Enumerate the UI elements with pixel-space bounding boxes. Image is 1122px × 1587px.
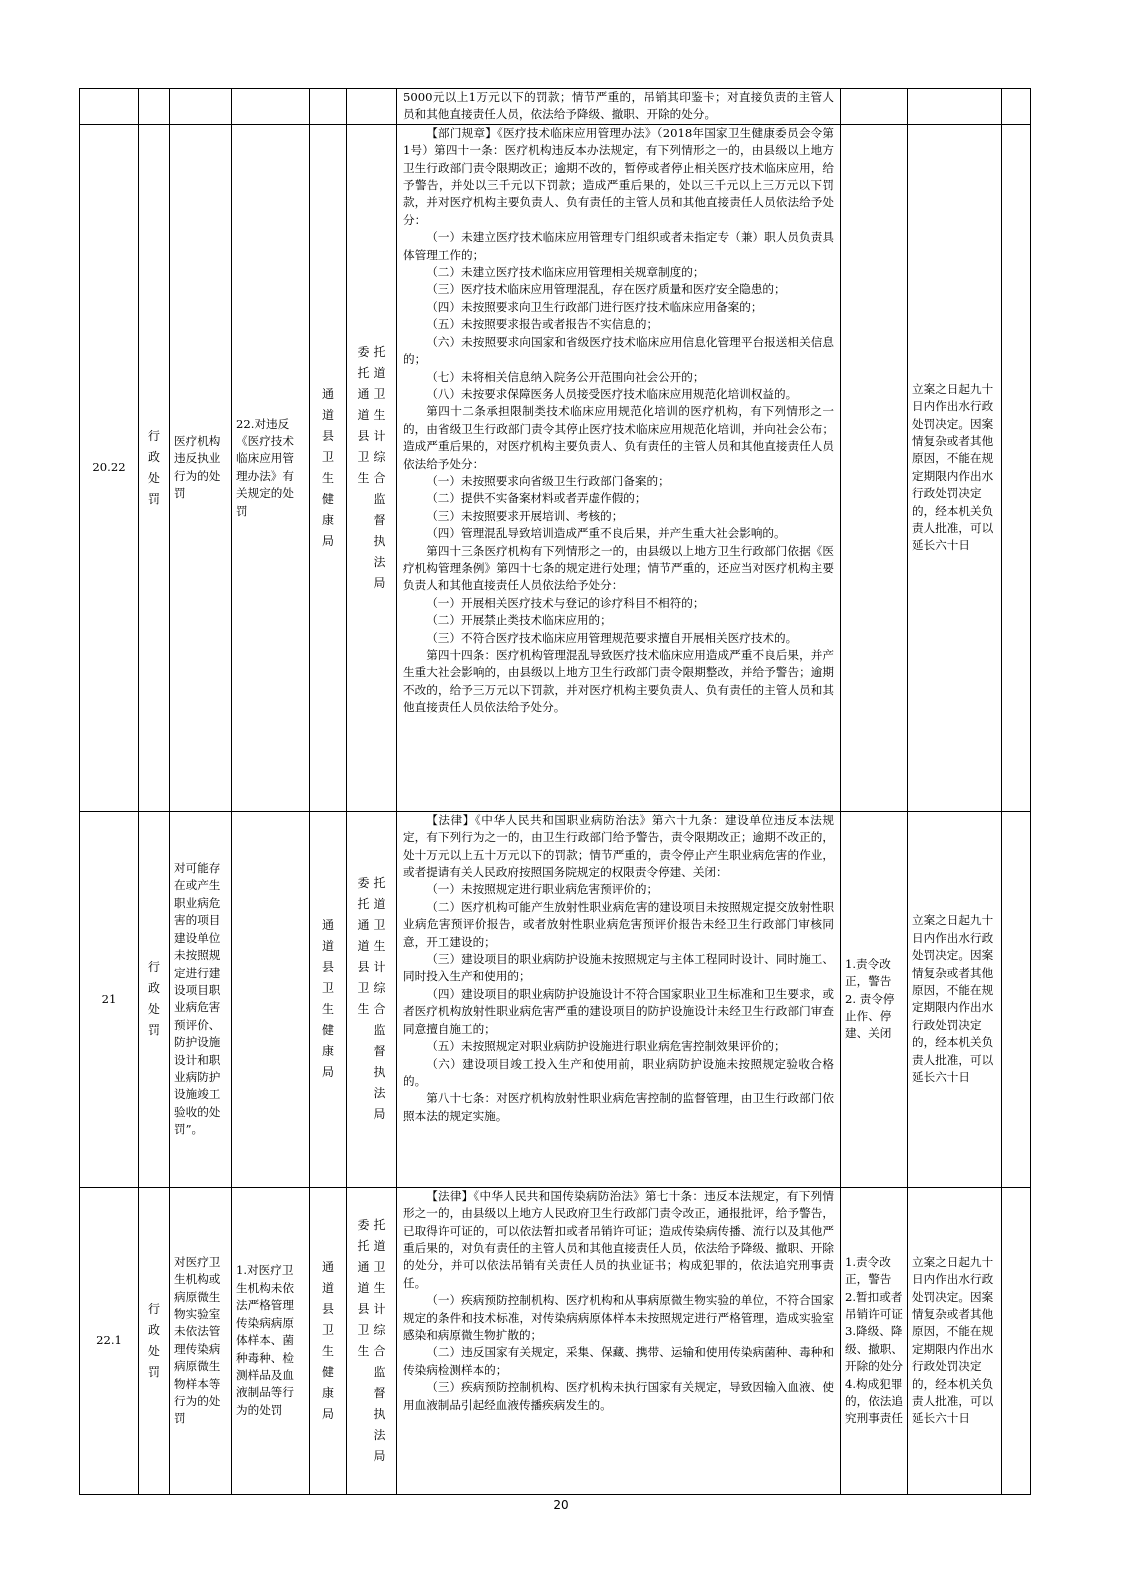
cell-agency: 通道县卫生健康局 [310,811,347,1187]
cell-law [397,124,841,811]
cell-measure: 1.责令改正，警告 2.暂扣或者吊销许可证 3.降级、降级、撤职、开除的处分 4.构成犯罪的，依法追究刑事责任 [841,1187,908,1494]
page-number: 20 [553,1498,569,1512]
table-row [80,124,1031,811]
law-paragraph: （三）建设项目的职业病防护设施未按照规定与主体工程同时设计、同时施工、同时投入生产和使用的； [403,952,834,984]
law-paragraph: （三）未按照要求开展培训、考核的； [426,508,624,523]
cell-subject [170,89,232,125]
cell-category: 行政处罚 [139,124,170,811]
cell-measure: 1.责令改正，警告 2. 责令停止作、停建、关闭 [841,811,908,1187]
cell-category: 行政处罚 [139,1187,170,1494]
cell-law [397,1187,841,1494]
law-paragraph: （四）管理混乱导致培训造成严重不良后果，并产生重大社会影响的。 [426,526,786,541]
cell-deadline: 立案之日起九十日内作出水行政处罚决定。因案情复杂或者其他原因，不能在规定期限内作出水行政处罚决定的，经本机关负责人批准，可以延长六十日 [908,1187,1002,1494]
law-paragraph: （一）疾病预防控制机构、医疗机构和从事病原微生物实验的单位，不符合国家规定的条件和技术标准，对传染病病原体样本未按照规定进行严格管理，造成实验室感染和病原微生物扩散的； [403,1293,834,1343]
cell-agency: 通道县卫生健康局 [310,1187,347,1494]
cell-item: 1.对医疗卫生机构未依法严格管理传染病病原体样本、菌种毒种、检测样品及血液制品等行为的处罚 [232,1187,310,1494]
law-paragraph: （二）开展禁止类技术临床应用的； [426,613,612,628]
law-paragraph: （三）不符合医疗技术临床应用管理规范要求擅自开展相关医疗技术的。 [426,630,798,645]
cell-deadline: 立案之日起九十日内作出水行政处罚决定。因案情复杂或者其他原因，不能在规定期限内作出水行政处罚决定的，经本机关负责人批准，可以延长六十日 [908,124,1002,811]
cell-remark [1002,1187,1031,1494]
law-paragraph: 第四十二条承担限制类技术临床应用规范化培训的医疗机构，有下列情形之一的，由省级卫生行政部门责令其停止医疗技术临床应用规范化培训，并向社会公布；造成严重后果的，对医疗机构主要负责人、负有责任的主管人员和其他直接责任人员依法给予处分： [403,404,834,471]
cell-delegate: 委托通道县卫生 托道卫生计综合监督执法局 [347,124,397,811]
law-paragraph: （二）未建立医疗技术临床应用管理相关规章制度的； [426,265,705,280]
law-paragraph: 5000元以上1万元以下的罚款；情节严重的，吊销其印鉴卡；对直接负责的主管人员和其他直接责任人员，依法给予降级、撤职、开除的处分。 [403,90,834,122]
cell-category: 行政处罚 [139,811,170,1187]
law-paragraph: （三）疾病预防控制机构、医疗机构未执行国家有关规定，导致因输入血液、使用血液制品引起经血液传播疾病发生的。 [403,1380,834,1412]
law-paragraph: （二）医疗机构可能产生放射性职业病危害的建设项目未按照规定提交放射性职业病危害预评价报告，或者放射性职业病危害预评价报告未经卫生行政部门审核同意，开工建设的； [403,899,834,949]
table-row [80,89,1031,125]
cell-category [139,89,170,125]
law-paragraph: （七）未将相关信息纳入院务公开范围向社会公开的； [426,369,705,384]
cell-remark [1002,89,1031,125]
cell-number: 21 [80,811,139,1187]
law-paragraph: （四）建设项目的职业病防护设施设计不符合国家职业卫生标准和卫生要求，或者医疗机构放射性职业病危害严重的建设项目的防护设施设计未经卫生行政部门审查同意擅自施工的； [403,986,834,1036]
law-paragraph: （四）未按照要求向卫生行政部门进行医疗技术临床应用备案的； [426,299,763,314]
law-paragraph: （一）未按照要求向省级卫生行政部门备案的； [426,473,670,488]
law-paragraph: 【法律】《中华人民共和国传染病防治法》第七十条：违反本法规定，有下列情形之一的，由县级以上地方人民政府卫生行政部门责令改正，通报批评，给予警告，已取得许可证的，可以依法暂扣或者吊销许可证；造成传染病传播、流行以及其他严重后果的，对负有责任的主管人员和其他直接责任人员，依法给予降级、撤职、开除的处分，并可以依法吊销有关责任人员的执业证书；构成犯罪的，依法追究刑事责任。 [403,1188,834,1290]
cell-law [397,89,841,125]
law-paragraph: （六）未按照要求向国家和省级医疗技术临床应用信息化管理平台报送相关信息的； [403,334,834,367]
cell-delegate [347,89,397,125]
cell-deadline: 立案之日起九十日内作出水行政处罚决定。因案情复杂或者其他原因，不能在规定期限内作出水行政处罚决定的，经本机关负责人批准，可以延长六十日 [908,811,1002,1187]
cell-number: 22.1 [80,1187,139,1494]
cell-agency [310,89,347,125]
cell-measure [841,89,908,125]
cell-deadline [908,89,1002,125]
cell-law [397,811,841,1187]
cell-subject: 医疗机构违反执业行为的处罚 [170,124,232,811]
cell-subject: 对可能存在或产生职业病危害的项目建设单位未按照规定进行建设项目职业病危害预评价、防护设施设计和职业病防护设施竣工验收的处罚”。 [170,811,232,1187]
law-paragraph: （六）建设项目竣工投入生产和使用前，职业病防护设施未按照规定验收合格的。 [403,1056,834,1088]
cell-delegate: 委托通道县卫生 托道卫生计综合监督执法局 [347,811,397,1187]
law-paragraph: （三）医疗技术临床应用管理混乱，存在医疗质量和医疗安全隐患的； [426,282,786,297]
cell-number: 20.22 [80,124,139,811]
cell-item [232,811,310,1187]
cell-number [80,89,139,125]
law-paragraph: （二）违反国家有关规定，采集、保藏、携带、运输和使用传染病菌种、毒种和传染病检测样本的； [403,1345,834,1377]
authority-table [79,88,1031,1495]
table-row [80,811,1031,1187]
law-paragraph: （一）未按照规定进行职业病危害预评价的； [426,882,659,897]
cell-delegate: 委托通道县卫生 托道卫生计综合监督执法局 [347,1187,397,1494]
cell-remark [1002,124,1031,811]
law-paragraph: （一）开展相关医疗技术与登记的诊疗科目不相符的； [426,595,705,610]
law-paragraph: （一）未建立医疗技术临床应用管理专门组织或者未指定专（兼）职人员负责具体管理工作的； [403,230,834,262]
law-paragraph: 【部门规章】《医疗技术临床应用管理办法》（2018年国家卫生健康委员会令第1号）第四十一条：医疗机构违反本办法规定，有下列情形之一的，由县级以上地方卫生行政部门责令限期改正；逾期不改的，暂停或者停止相关医疗技术临床应用，给予警告，并处以三千元以下罚款；造成严重后果的，处以三千元以上三万元以下罚款，并对医疗机构主要负责人、负有责任的主管人员和其他直接责任人员依法给予处分： [403,125,834,227]
law-paragraph: 第八十七条：对医疗机构放射性职业病危害控制的监督管理，由卫生行政部门依照本法的规定实施。 [403,1091,834,1123]
law-paragraph: 第四十四条：医疗机构管理混乱导致医疗技术临床应用造成严重不良后果，并产生重大社会影响的，由县级以上地方卫生行政部门责令限期整改，并给予警告；逾期不改的，给予三万元以下罚款，并对医疗机构主要负责人、负有责任的主管人员和其他直接责任人员依法给予处分。 [403,648,834,715]
law-paragraph: （二）提供不实备案材料或者弄虚作假的； [426,491,647,506]
law-paragraph: 【法律】《中华人民共和国职业病防治法》第六十九条：建设单位违反本法规定，有下列行为之一的，由卫生行政部门给予警告，责令限期改正；逾期不改正的，处十万元以上五十万元以下的罚款；情节严重的，责令停止产生职业病危害的作业，或者提请有关人民政府按照国务院规定的权限责令停建、关闭： [403,812,834,880]
cell-item [232,89,310,125]
cell-remark [1002,811,1031,1187]
law-paragraph: 第四十三条医疗机构有下列情形之一的，由县级以上地方卫生行政部门依据《医疗机构管理条例》第四十七条的规定进行处理；情节严重的，还应当对医疗机构主要负责人和其他直接责任人员依法给予处分： [403,543,834,593]
table-row [80,1187,1031,1494]
cell-subject: 对医疗卫生机构或病原微生物实验室未依法管理传染病病原微生物样本等行为的处罚 [170,1187,232,1494]
cell-agency: 通道县卫生健康局 [310,124,347,811]
law-paragraph: （五）未按照规定对职业病防护设施进行职业病危害控制效果评价的； [426,1039,786,1054]
cell-item: 22.对违反《医疗技术临床应用管理办法》有关规定的处罚 [232,124,310,811]
law-paragraph: （五）未按照要求报告或者报告不实信息的； [426,317,659,332]
cell-measure [841,124,908,811]
law-paragraph: （八）未按要求保障医务人员接受医疗技术临床应用规范化培训权益的。 [426,386,798,401]
